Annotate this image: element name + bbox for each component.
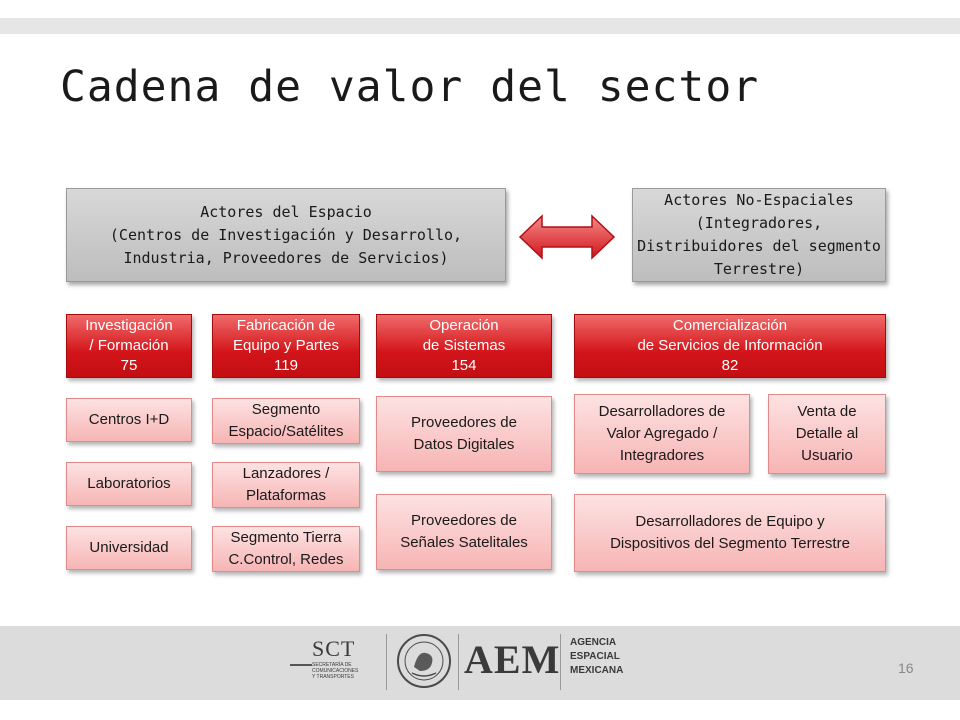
- double-arrow-icon: [518, 214, 616, 260]
- category-operation: Operación de Sistemas 154: [376, 314, 552, 378]
- laboratorios-box: Laboratorios: [66, 462, 192, 506]
- launchers-box: Lanzadores / Plataformas: [212, 462, 360, 508]
- page-number: 16: [898, 660, 914, 676]
- aem-logo: AEM: [464, 637, 561, 682]
- slide-title: Cadena de valor del sector: [60, 62, 760, 112]
- mexico-seal-icon: [396, 633, 452, 689]
- centros-id-box: Centros I+D: [66, 398, 192, 442]
- ground-segment-box: Segmento Tierra C.Control, Redes: [212, 526, 360, 572]
- universidad-box: Universidad: [66, 526, 192, 570]
- top-bar: [0, 18, 960, 34]
- retail-box: Venta de Detalle al Usuario: [768, 394, 886, 474]
- sct-logo: [290, 632, 380, 692]
- footer-divider-3: [560, 634, 561, 690]
- category-manufacturing: Fabricación de Equipo y Partes 119: [212, 314, 360, 378]
- agency-name: AGENCIA ESPACIAL MEXICANA: [570, 637, 624, 676]
- non-space-actors-box: Actores No-Espaciales (Integradores, Distribuidores del segmento Terrestre): [632, 188, 886, 282]
- sct-logo-subtitle: SECRETARÍA DE COMUNICACIONES Y TRANSPORTES: [312, 662, 359, 680]
- digital-data-providers-box: Proveedores de Datos Digitales: [376, 396, 552, 472]
- value-added-developers-box: Desarrolladores de Valor Agregado / Integradores: [574, 394, 750, 474]
- footer-divider: [386, 634, 387, 690]
- category-research: Investigación / Formación 75: [66, 314, 192, 378]
- space-segment-box: Segmento Espacio/Satélites: [212, 398, 360, 444]
- space-actors-box: Actores del Espacio (Centros de Investigación y Desarrollo, Industria, Proveedores de Servicios): [66, 188, 506, 282]
- equipment-developers-box: Desarrolladores de Equipo y Dispositivos del Segmento Terrestre: [574, 494, 886, 572]
- footer-divider-2: [458, 634, 459, 690]
- sct-logo-line: [290, 664, 312, 666]
- satellite-signal-providers-box: Proveedores de Señales Satelitales: [376, 494, 552, 570]
- category-commercialization: Comercialización de Servicios de Información 82: [574, 314, 886, 378]
- sct-logo-title: SCT: [312, 636, 356, 661]
